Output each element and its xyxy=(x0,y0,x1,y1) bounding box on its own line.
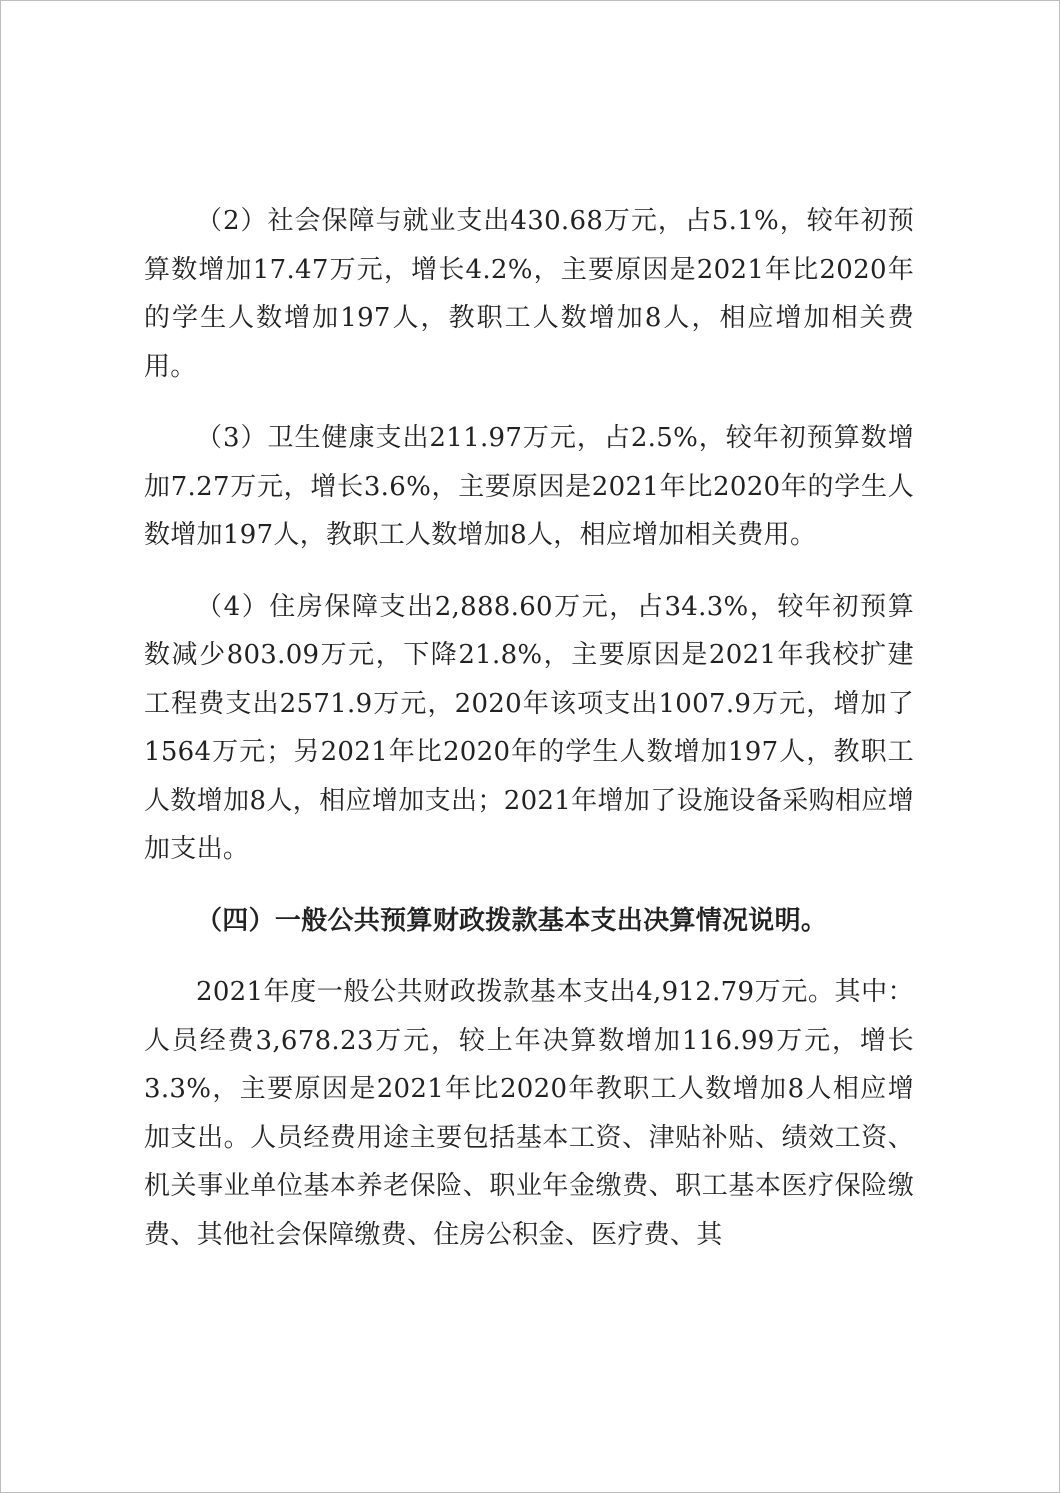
paragraph-housing-expenditure: （4）住房保障支出2,888.60万元，占34.3%，较年初预算数减少803.09万元，下降21.8%，主要原因是2021年我校扩建工程费支出2571.9万元，2020年该项支出1007.9万元，增加了1564万元；另2021年比2020年的学生人数增加197人，教职工人数增加8人，相应增加支出；2021年增加了设施设备采购相应增加支出。 xyxy=(144,591,914,864)
paragraph-health-expenditure: （3）卫生健康支出211.97万元，占2.5%，较年初预算数增加7.27万元，增长3.6%，主要原因是2021年比2020年的学生人数增加197人，教职工人数增加8人，相应增加相关费用。 xyxy=(144,423,914,550)
document-body xyxy=(144,197,914,1259)
paragraph-basic-expenditure: 2021年度一般公共财政拨款基本支出4,912.79万元。其中：人员经费3,678.23万元，较上年决算数增加116.99万元，增长3.3%，主要原因是2021年比2020年教职工人数增加8人相应增加支出。人员经费用途主要包括基本工资、津贴补贴、绩效工资、机关事业单位基本养老保险、职业年金缴费、职工基本医疗保险缴费、其他社会保障缴费、住房公积金、医疗费、其 xyxy=(144,977,914,1250)
section-heading-basic-expenditure: （四）一般公共预算财政拨款基本支出决算情况说明。 xyxy=(196,905,828,936)
paragraph-social-security-expenditure: （2）社会保障与就业支出430.68万元，占5.1%，较年初预算数增加17.47万元，增长4.2%，主要原因是2021年比2020年的学生人数增加197人，教职工人数增加8人，相应增加相关费用。 xyxy=(144,206,914,382)
